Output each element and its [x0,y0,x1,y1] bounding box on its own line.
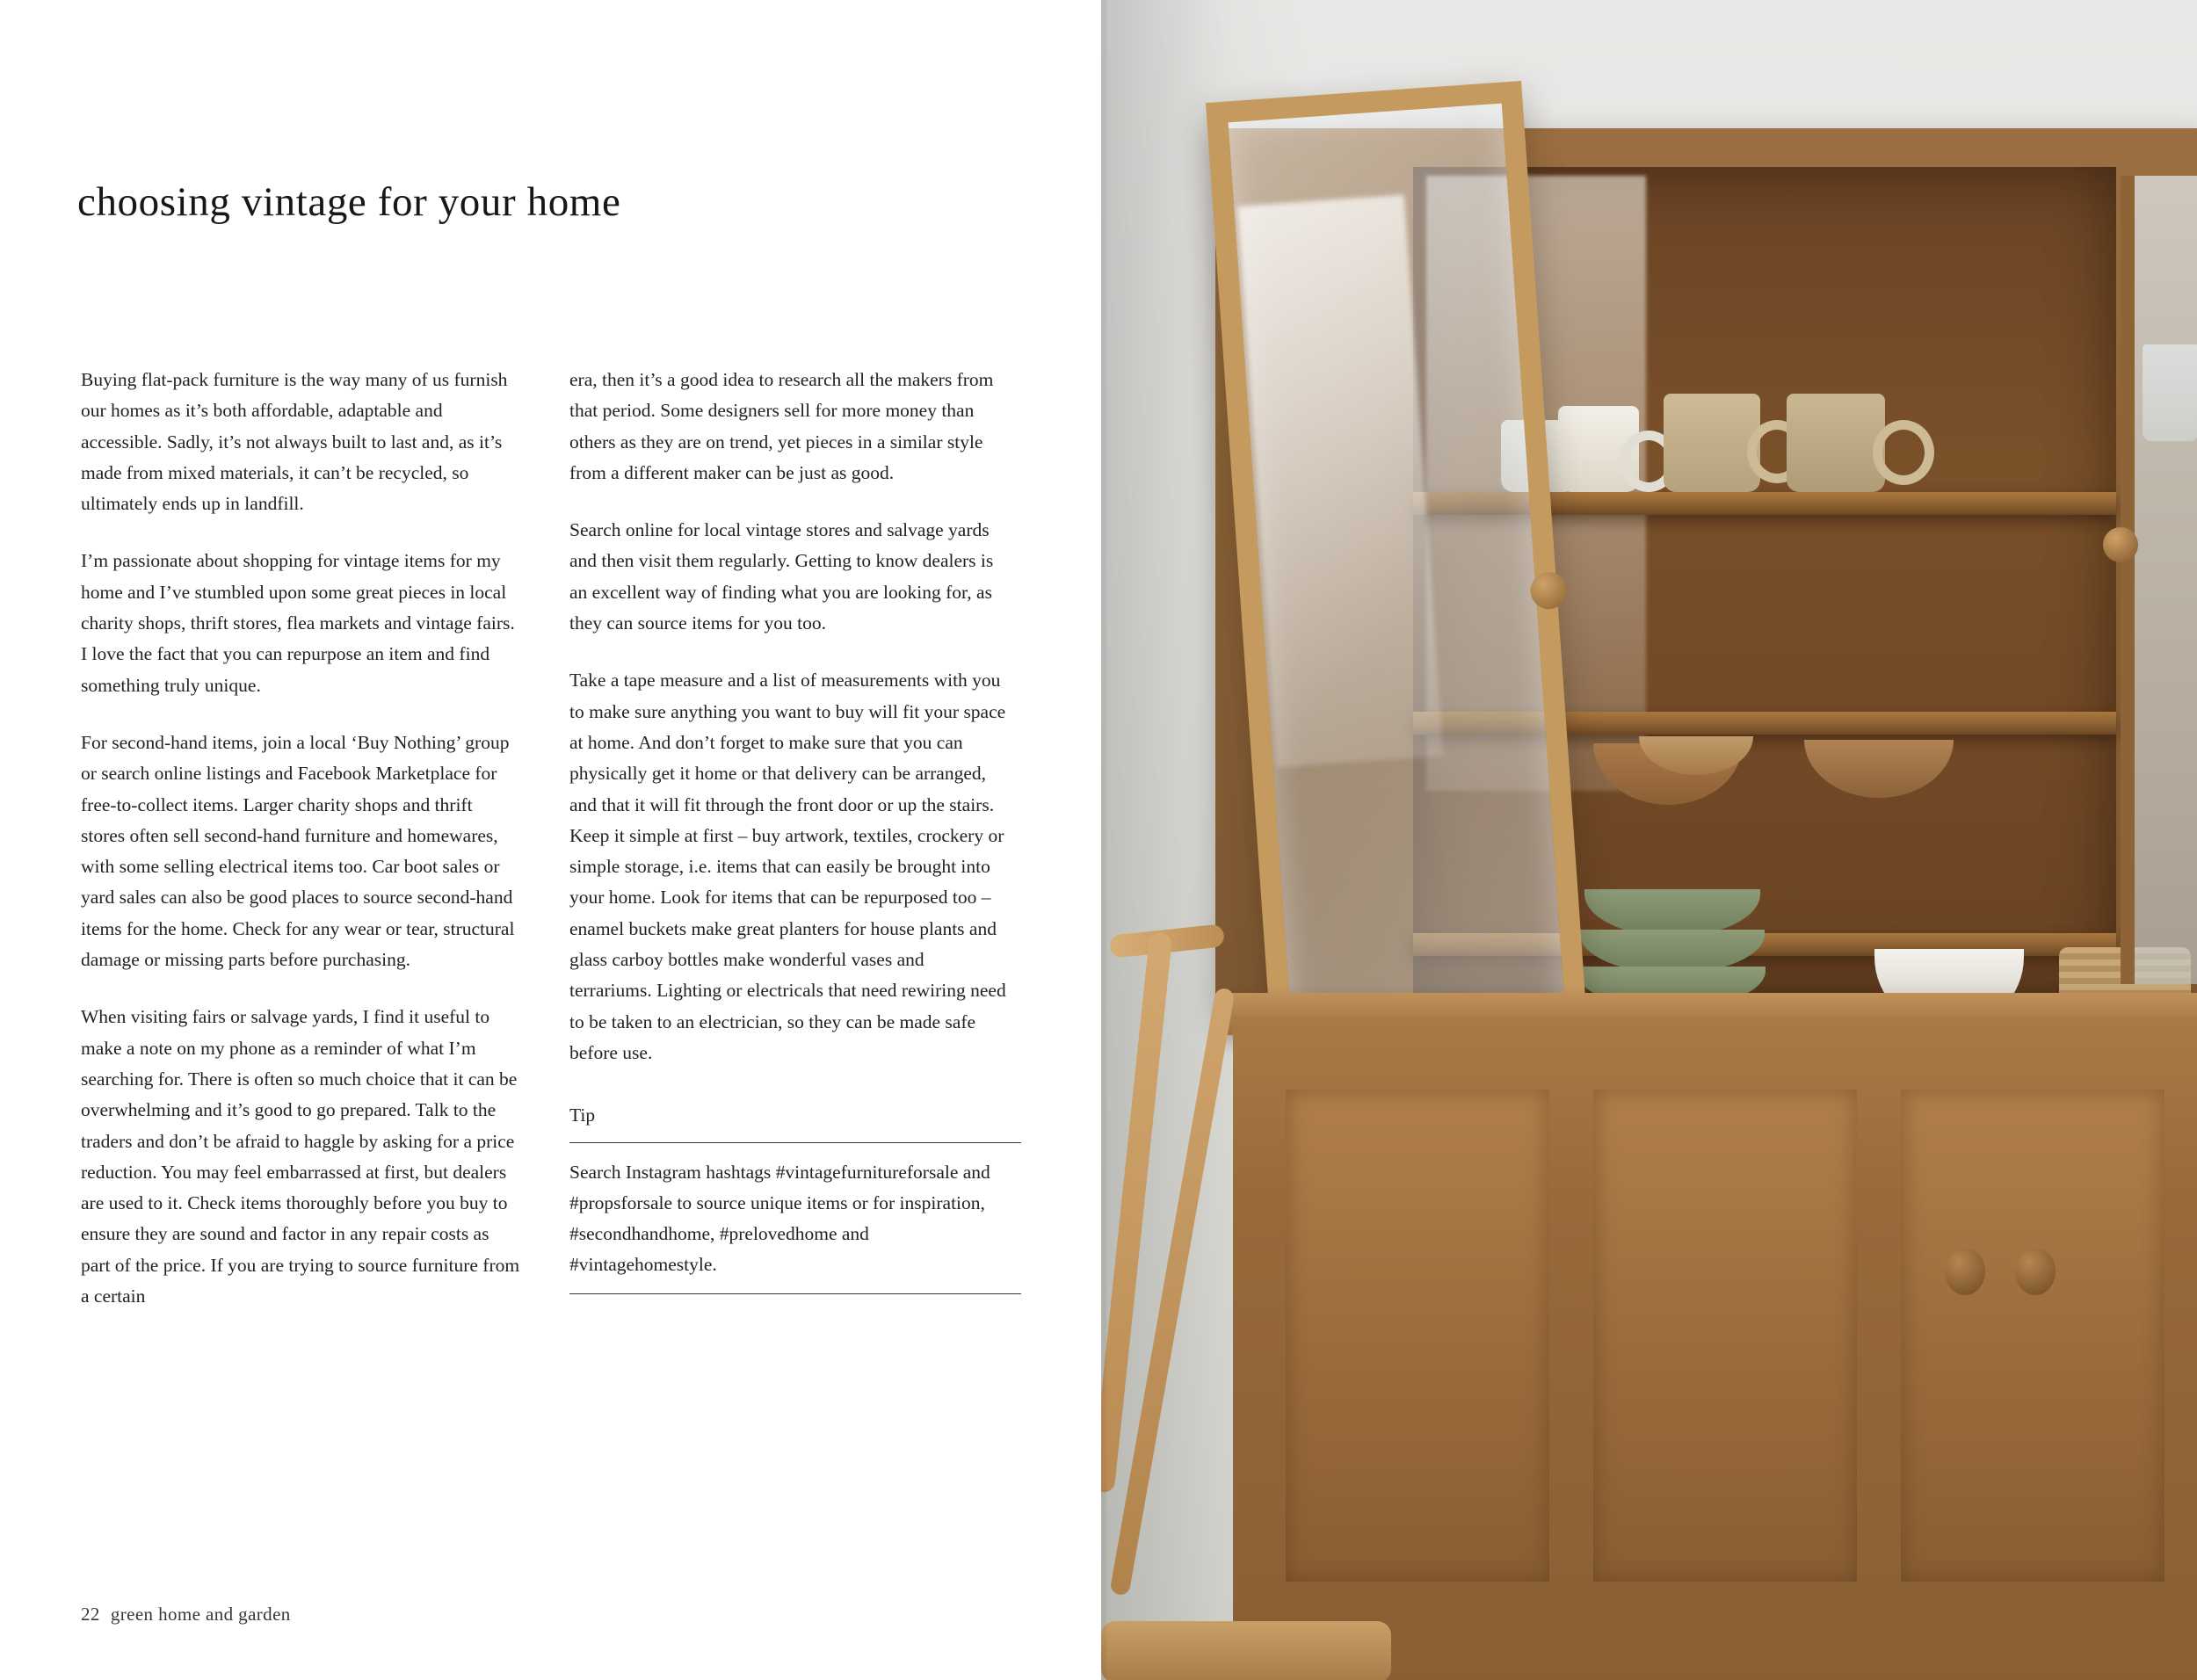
folio-section: green home and garden [110,1604,291,1625]
folio-number: 22 [81,1604,100,1625]
tip-box [569,1100,1009,1293]
chair-seat [1101,1621,1391,1680]
paragraph: For second-hand items, join a local ‘Buy Nothing’ group or search online listings and Facebook Marketplace for free-to-collect items. Larger charity shops and thrift stores often sell second-hand furniture and homewares, with some selling electrical items too. Car boot sales or yard sales can also be good places to source second-hand items for the home. Check for any wear or tear, structural damage or missing parts before purchasing. [81,731,515,971]
paragraph: I’m passionate about shopping for vintage items for my home and I’ve stumbled upon some great pieces in local charity shops, thrift stores, flea markets and vintage fairs. I love the fact that you can repurpose an item and find something truly unique. [81,550,515,696]
column-left [81,365,520,1312]
right-page [1101,0,2197,1680]
door-knob [2103,527,2138,562]
paragraph: Search online for local vintage stores and salvage yards and then visit them regularly. Getting to know dealers is an excellent way of finding what you are looking for, as they can source items for you too. [569,519,994,634]
glass-door-closed [2121,176,2197,984]
cabinet-panel [1286,1090,1549,1582]
folio [81,1604,291,1626]
mug [1664,394,1760,492]
paragraph: Take a tape measure and a list of measurements with you to make sure anything you want to buy will fit your space at home. And don’t forget to make sure that you can physically get it home or that delivery can be arranged, and that it will fit through the front door or up the stairs. Keep it simple at first – buy artwork, textiles, crockery or simple storage, i.e. items that can easily be brought into your home. Look for items that can be repurposed too – enamel buckets make great planters for house plants and glass carboy bottles make wonderful vases and terrariums. Lighting or electricals that need rewiring need to be taken to an electrician, so they can be made safe before use. [569,670,1006,1063]
cabinet-panel [1901,1090,2164,1582]
tip-body: Search Instagram hashtags #vintagefurnitureforsale and #propsforsale to source unique items or for inspiration, #secondhandhome, #prelovedhome and #vintagehomestyle. [569,1161,990,1276]
mug-handle-icon [1873,420,1934,485]
paragraph: Buying flat-pack furniture is the way many of us furnish our homes as it’s both affordable, adaptable and accessible. Sadly, it’s not always built to last and, as it’s made from mixed materials, it can’t be recycled, so ultimately ends up in landfill. [81,369,508,515]
paragraph: era, then it’s a good idea to research all the makers from that period. Some designers sell for more money than others as they are on trend, yet pieces in a similar style from a different maker can be just as good. [569,369,994,483]
page-title: choosing vintage for your home [77,179,621,226]
cabinet-knob [2015,1248,2056,1295]
dresser-photograph [1101,0,2197,1680]
body-columns [81,365,1030,1312]
paragraph: When visiting fairs or salvage yards, I find it useful to make a note on my phone as a reminder of what I’m searching for. There is often so much choice that it can be overwhelming and it’s good to go prepared. Talk to the traders and don’t be afraid to haggle by asking for a price reduction. You may feel embarrassed at first, but dealers are used to it. Check items thoroughly before you buy to ensure they are sound and factor in any repair costs as part of the price. If you are trying to source furniture from a certain [81,1006,520,1307]
cabinet-knob [1945,1248,1985,1295]
cabinet-panel [1593,1090,1857,1582]
tip-rule-bottom [569,1293,1021,1294]
tip-label: Tip [569,1104,596,1126]
gutter-shadow [1101,0,1106,1680]
column-right [569,365,1009,1312]
mug [1787,394,1885,492]
tip-rule-top [569,1142,1021,1143]
